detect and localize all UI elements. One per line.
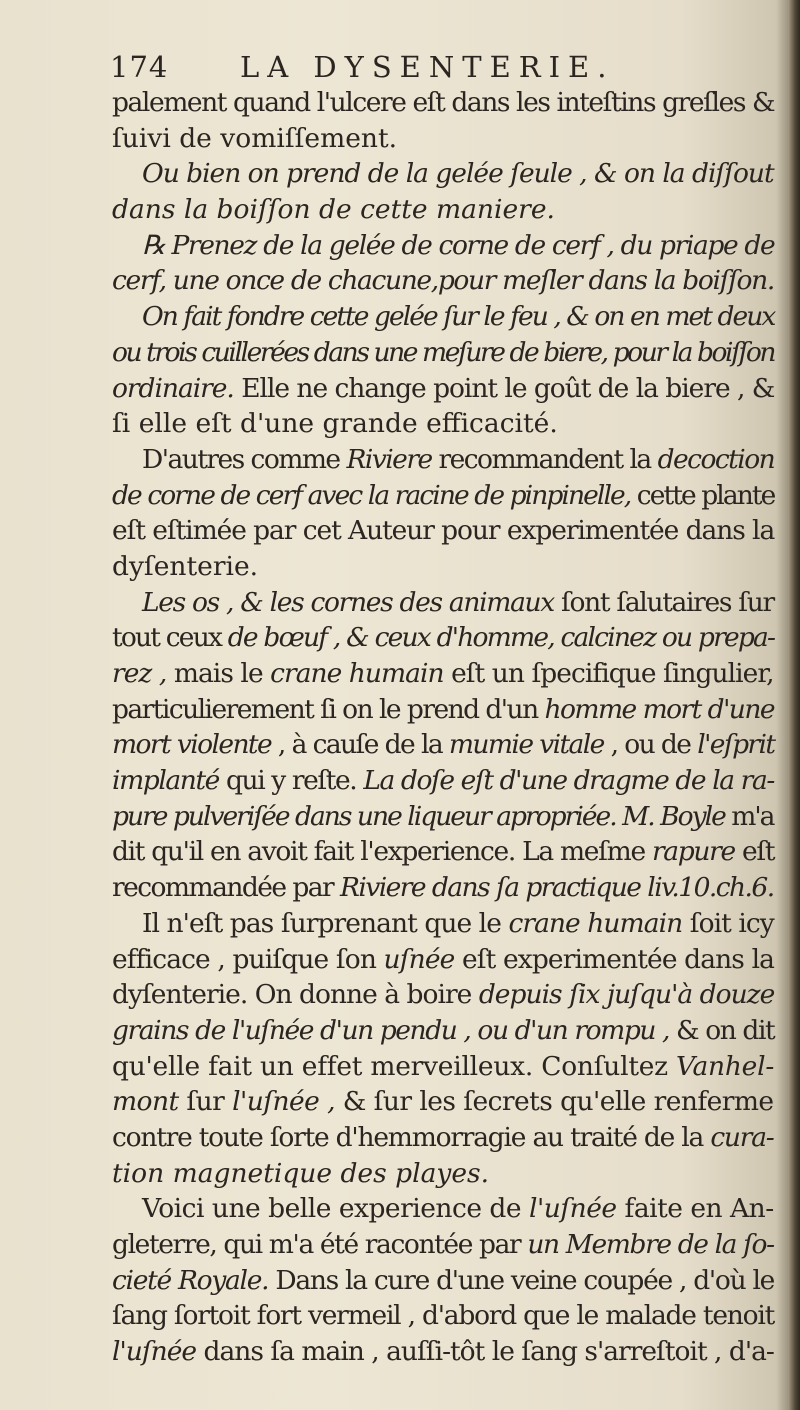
italic-segment: cura-	[710, 1121, 774, 1153]
text-line	[112, 1227, 774, 1263]
text-line	[112, 799, 774, 835]
italic-segment: decoction	[657, 443, 775, 475]
text-line	[112, 192, 774, 228]
italic-segment: pure pulveriſée dans une liqueur apropriée. M. Boyle	[112, 800, 725, 832]
text-line	[112, 121, 774, 157]
text-segment: particulierement ſi on le prend d'un	[112, 693, 545, 725]
text-segment: eſt eſtimée par cet Auteur pour experimentée dans la	[112, 515, 775, 547]
italic-segment: ordinaire.	[112, 372, 234, 404]
text-line	[112, 1013, 774, 1049]
text-line	[112, 1049, 773, 1085]
text-line	[112, 442, 774, 478]
text-segment: ſont ſalutaires ſur	[553, 586, 774, 618]
text-segment: ſang ſortoit fort vermeil , d'abord que le malade tenoit	[112, 1300, 774, 1332]
italic-segment: l'uſnée	[529, 1193, 617, 1225]
text-line	[112, 513, 774, 549]
text-line	[112, 263, 774, 299]
book-spine-shadow	[788, 0, 800, 1410]
text-line	[112, 620, 774, 656]
italic-segment: Ou bien on prend de la gelée ſeule , & on la diſſout	[142, 158, 774, 190]
text-line	[112, 335, 774, 371]
text-segment: & ſur les ſecrets qu'elle renferme	[334, 1086, 774, 1118]
text-segment: & on dit	[669, 1014, 775, 1046]
italic-segment: On fait fondre cette gelée ſur le feu , & on en met deux	[142, 301, 775, 333]
text-line	[112, 1156, 774, 1192]
text-line	[112, 1120, 774, 1156]
text-line	[112, 727, 774, 763]
italic-segment: ou trois cuillerées dans une meſure de biere, pour la boiſſon	[112, 336, 775, 368]
italic-segment: grains de l'uſnée d'un pendu , ou d'un rompu ,	[112, 1014, 670, 1046]
italic-segment: uſnée	[383, 943, 455, 975]
italic-segment: Riviere	[346, 443, 432, 475]
italic-segment: Riviere dans ſa practique liv.10.ch.6.	[340, 872, 774, 904]
italic-segment: mont	[112, 1086, 179, 1118]
text-segment: cette plante	[630, 479, 775, 511]
text-segment: Il n'eſt pas ſurprenant que le	[142, 907, 509, 939]
text-segment: , à cauſe de la	[271, 729, 449, 761]
body-text	[112, 85, 774, 1370]
running-title: LA DYSENTERIE.	[240, 50, 615, 84]
text-line	[112, 656, 773, 692]
text-segment: tout ceux	[112, 622, 228, 654]
italic-segment: Vanhel-	[676, 1050, 775, 1082]
text-segment: dans ſa main , auſſi-tôt le ſang s'arreſtoit , d'a-	[196, 1336, 774, 1368]
text-segment: dyſenterie. On donne à boire	[112, 979, 479, 1011]
text-line	[112, 549, 774, 585]
italic-segment: l'eſprit	[697, 729, 775, 761]
italic-segment: mort violente	[112, 729, 272, 761]
text-segment: ſi elle eſt d'une grande efficacité.	[112, 408, 558, 440]
text-line	[112, 228, 774, 264]
text-line	[112, 85, 774, 121]
text-segment: palement quand l'ulcere eſt dans les inteſtins greſles &	[112, 87, 775, 118]
text-line	[112, 1191, 774, 1227]
italic-segment: homme mort d'une	[544, 693, 774, 725]
text-segment: eſt un ſpecifique ſingulier,	[443, 658, 774, 689]
text-segment: dyſenterie.	[112, 550, 259, 582]
text-line	[112, 763, 774, 799]
text-line	[112, 942, 773, 978]
page-header	[110, 50, 750, 90]
text-segment: contre toute ſorte d'hemmorragie au traité de la	[112, 1121, 711, 1153]
text-segment: ſoit icy	[682, 907, 774, 939]
text-segment: m'a	[724, 800, 774, 832]
italic-segment: rez ,	[112, 658, 167, 689]
text-line	[112, 1084, 774, 1120]
text-segment: ſuivi de vomiſſement.	[112, 122, 398, 154]
text-line	[112, 1263, 774, 1299]
text-segment: ſur	[178, 1086, 233, 1118]
italic-segment: l'uſnée	[112, 1336, 197, 1368]
italic-segment: de corne de cerf avec la racine de pinpinelle,	[112, 479, 631, 511]
text-line	[112, 870, 774, 906]
italic-segment: crane humain	[508, 907, 683, 939]
text-line	[112, 906, 774, 942]
text-segment: recommandent la	[431, 443, 658, 475]
text-segment: recommandée par	[112, 872, 340, 904]
text-line	[112, 371, 774, 407]
text-segment: efficace , puiſque ſon	[112, 943, 384, 975]
italic-segment: tion magnetique des playes.	[112, 1157, 490, 1189]
italic-segment: mumie vitale	[448, 729, 604, 761]
italic-segment: Les os , & les cornes des animaux	[142, 586, 554, 618]
page-number: 174	[110, 50, 169, 84]
text-segment: qu'elle fait un effet merveilleux. Conſultez	[112, 1050, 677, 1082]
text-line	[112, 156, 774, 192]
italic-segment: l'uſnée ,	[232, 1086, 335, 1118]
italic-segment: rapure	[651, 836, 735, 868]
text-segment: Elle ne change point le goût de la biere , &	[233, 372, 775, 404]
text-line	[112, 1298, 774, 1334]
text-segment: gleterre, qui m'a été racontée par	[112, 1229, 528, 1260]
text-line	[112, 692, 774, 728]
italic-segment: La doſe eſt d'une dragme de la ra-	[363, 765, 774, 797]
text-line	[112, 977, 774, 1013]
text-segment: dit qu'il en avoit fait l'experience. La meſme	[112, 836, 652, 868]
italic-segment: dans la boiſſon de cette maniere.	[112, 194, 555, 226]
text-line	[112, 478, 774, 514]
italic-segment: ℞ Prenez de la gelée de corne de cerf , du priape de	[142, 229, 775, 261]
italic-segment: crane humain	[270, 658, 444, 689]
text-segment: Dans la cure d'une veine coupée , d'où le	[268, 1264, 775, 1296]
italic-segment: implanté	[112, 765, 219, 797]
text-segment: eſt experimentée dans la	[454, 943, 775, 975]
italic-segment: un Membre de la ſo-	[527, 1229, 774, 1260]
text-segment: eſt	[734, 836, 775, 868]
italic-segment: cerf, une once de chacune,pour meſler dans la boiſſon.	[112, 265, 774, 297]
text-segment: D'autres comme	[142, 443, 347, 475]
italic-segment: depuis ſix juſqu'à douze	[478, 979, 775, 1011]
text-segment: mais le	[166, 658, 271, 689]
italic-segment: cieté Royale.	[112, 1264, 269, 1296]
text-line	[112, 1334, 774, 1370]
text-segment: Voici une belle experience de	[142, 1193, 530, 1225]
text-segment: qui y reſte.	[218, 765, 364, 797]
text-line	[112, 406, 774, 442]
text-line	[112, 834, 774, 870]
text-segment: , ou de	[603, 729, 698, 761]
text-line	[112, 299, 774, 335]
italic-segment: de bœuf , & ceux d'homme, calcinez ou prepa-	[227, 622, 775, 654]
text-segment: faite en An-	[616, 1193, 774, 1225]
text-line	[112, 585, 774, 621]
